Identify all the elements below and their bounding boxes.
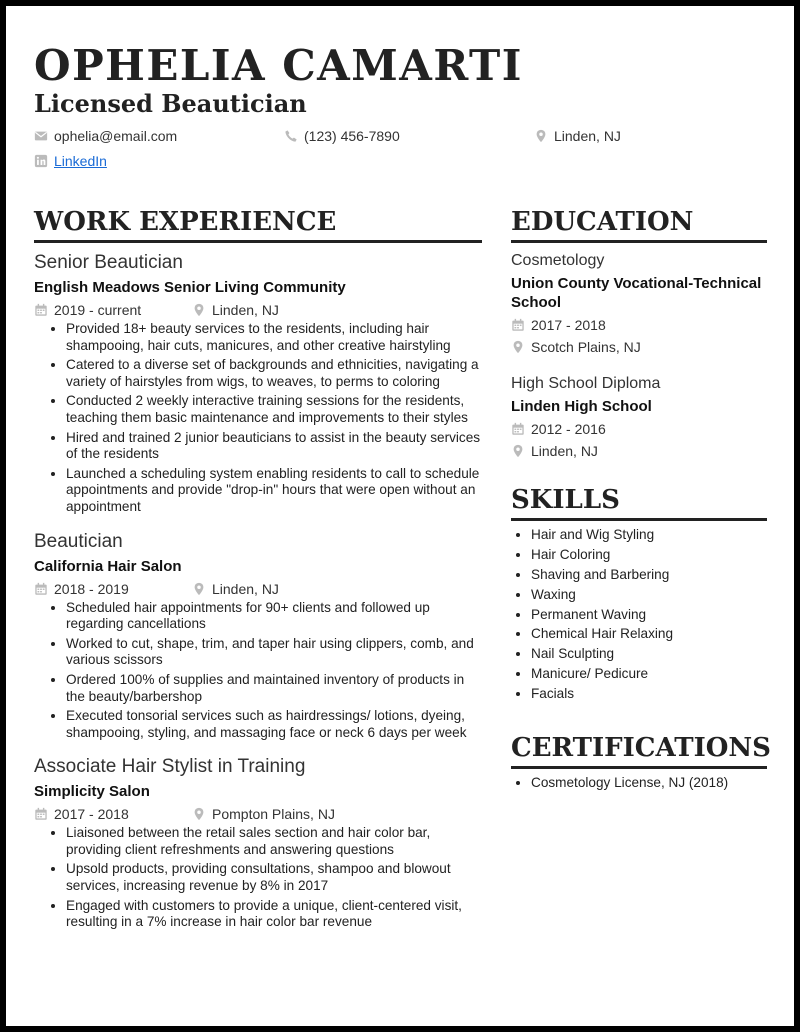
education-entry — [511, 374, 767, 460]
contact-location — [534, 126, 621, 146]
job-role: Associate Hair Stylist in Training — [34, 756, 306, 778]
job-dates: 2017 - 2018 — [34, 806, 192, 822]
education-dates: 2012 - 2016 — [511, 420, 767, 438]
right-column — [511, 206, 771, 795]
location-text: Linden, NJ — [554, 128, 621, 144]
list-item: • Provided 18+ beauty services to the residents, including hair shampooing, hair cuts, manicures, and other creative hairstyling — [66, 321, 482, 354]
job-company: California Hair Salon — [34, 557, 182, 575]
skills-list — [511, 527, 767, 702]
list-item: • Manicure/ Pedicure — [531, 666, 767, 682]
list-item: • Ordered 100% of supplies and maintained inventory of products in the beauty/barbershop — [66, 672, 482, 705]
job-location: Pompton Plains, NJ — [192, 806, 335, 822]
envelope-icon — [34, 129, 48, 143]
phone-text: (123) 456-7890 — [304, 128, 400, 144]
list-item: • Upsold products, providing consultations, shampoo and blowout services, increasing revenue by 8% in 2017 — [66, 861, 482, 894]
map-pin-icon — [511, 444, 525, 458]
job-entry — [34, 530, 482, 742]
education-school: Union County Vocational-Technical School — [511, 275, 762, 311]
list-item: • Shaving and Barbering — [531, 567, 767, 583]
contact-phone — [284, 126, 400, 146]
calendar-icon — [511, 318, 525, 332]
list-item: • Hair Coloring — [531, 547, 767, 563]
list-item: • Catered to a diverse set of backgrounds and ethnicities, navigating a variety of hairstyles from wigs, to weaves, to perms to coloring — [66, 357, 482, 390]
list-item: • Liaisoned between the retail sales section and hair color bar, providing client refreshments and answering questions — [66, 825, 482, 858]
education-dates: 2017 - 2018 — [511, 316, 767, 334]
list-item: • Nail Sculpting — [531, 646, 767, 662]
list-item: • Permanent Waving — [531, 607, 767, 623]
education-entry — [511, 251, 767, 356]
education-location: Linden, NJ — [511, 442, 767, 460]
list-item: • Chemical Hair Relaxing — [531, 626, 767, 642]
list-item: • Hair and Wig Styling — [531, 527, 767, 543]
list-item: • Conducted 2 weekly interactive training sessions for the residents, teaching them basic maintenance and improvements to their styles — [66, 393, 482, 426]
certifications-list — [511, 775, 767, 791]
phone-icon — [284, 129, 298, 143]
job-entry — [34, 755, 482, 931]
resume-page — [6, 6, 794, 1026]
job-dates: 2019 - current — [34, 302, 192, 318]
list-item: • Launched a scheduling system enabling residents to call to schedule appointments and provide "drop-in" hours that were open without an appointment — [66, 466, 482, 516]
education-degree: Cosmetology — [511, 252, 605, 269]
map-pin-icon — [192, 303, 206, 317]
job-meta — [34, 580, 482, 598]
job-meta — [34, 301, 482, 319]
job-meta — [34, 805, 482, 823]
candidate-name: OPHELIA CAMARTI — [34, 41, 523, 90]
list-item: • Waxing — [531, 587, 767, 603]
education-heading: EDUCATION — [511, 206, 767, 243]
job-location: Linden, NJ — [192, 581, 279, 597]
calendar-icon — [511, 422, 525, 436]
job-bullets — [34, 321, 482, 516]
calendar-icon — [34, 807, 48, 821]
calendar-icon — [34, 303, 48, 317]
list-item: • Cosmetology License, NJ (2018) — [531, 775, 767, 791]
skills-heading: SKILLS — [511, 484, 767, 521]
candidate-title: Licensed Beautician — [34, 89, 307, 118]
list-item: • Engaged with customers to provide a unique, client-centered visit, resulting in a 7% increase in hair color bar revenue — [66, 898, 482, 931]
education-school: Linden High School — [511, 398, 652, 415]
list-item: • Executed tonsorial services such as hairdressings/ lotions, dyeing, shampooing, styling, and massaging face or neck 6 days per week — [66, 708, 482, 741]
left-column — [34, 206, 482, 934]
linkedin-icon — [34, 154, 48, 168]
linkedin-link[interactable]: LinkedIn — [54, 153, 107, 169]
list-item: • Hired and trained 2 junior beauticians to assist in the beauty services of the residents — [66, 430, 482, 463]
job-role: Senior Beautician — [34, 252, 183, 273]
list-item: • Facials — [531, 686, 767, 702]
job-entry — [34, 251, 482, 516]
map-pin-icon — [511, 340, 525, 354]
map-pin-icon — [192, 582, 206, 596]
job-company: Simplicity Salon — [34, 783, 150, 801]
map-pin-icon — [192, 807, 206, 821]
job-bullets — [34, 600, 482, 742]
job-bullets — [34, 825, 482, 931]
list-item: • Worked to cut, shape, trim, and taper hair using clippers, comb, and various scissors — [66, 636, 482, 669]
job-dates: 2018 - 2019 — [34, 581, 192, 597]
certifications-heading: CERTIFICATIONS — [511, 732, 767, 769]
email-text: ophelia@email.com — [54, 128, 178, 144]
work-experience-heading: WORK EXPERIENCE — [34, 206, 482, 243]
education-location: Scotch Plains, NJ — [511, 338, 767, 356]
education-degree: High School Diploma — [511, 375, 661, 392]
job-company: English Meadows Senior Living Community — [34, 279, 346, 296]
contact-linkedin — [34, 151, 107, 171]
calendar-icon — [34, 582, 48, 596]
job-role: Beautician — [34, 530, 123, 552]
map-pin-icon — [534, 129, 548, 143]
job-location: Linden, NJ — [192, 302, 279, 318]
contact-email — [34, 126, 177, 146]
list-item: • Scheduled hair appointments for 90+ clients and followed up regarding cancellations — [66, 600, 482, 633]
